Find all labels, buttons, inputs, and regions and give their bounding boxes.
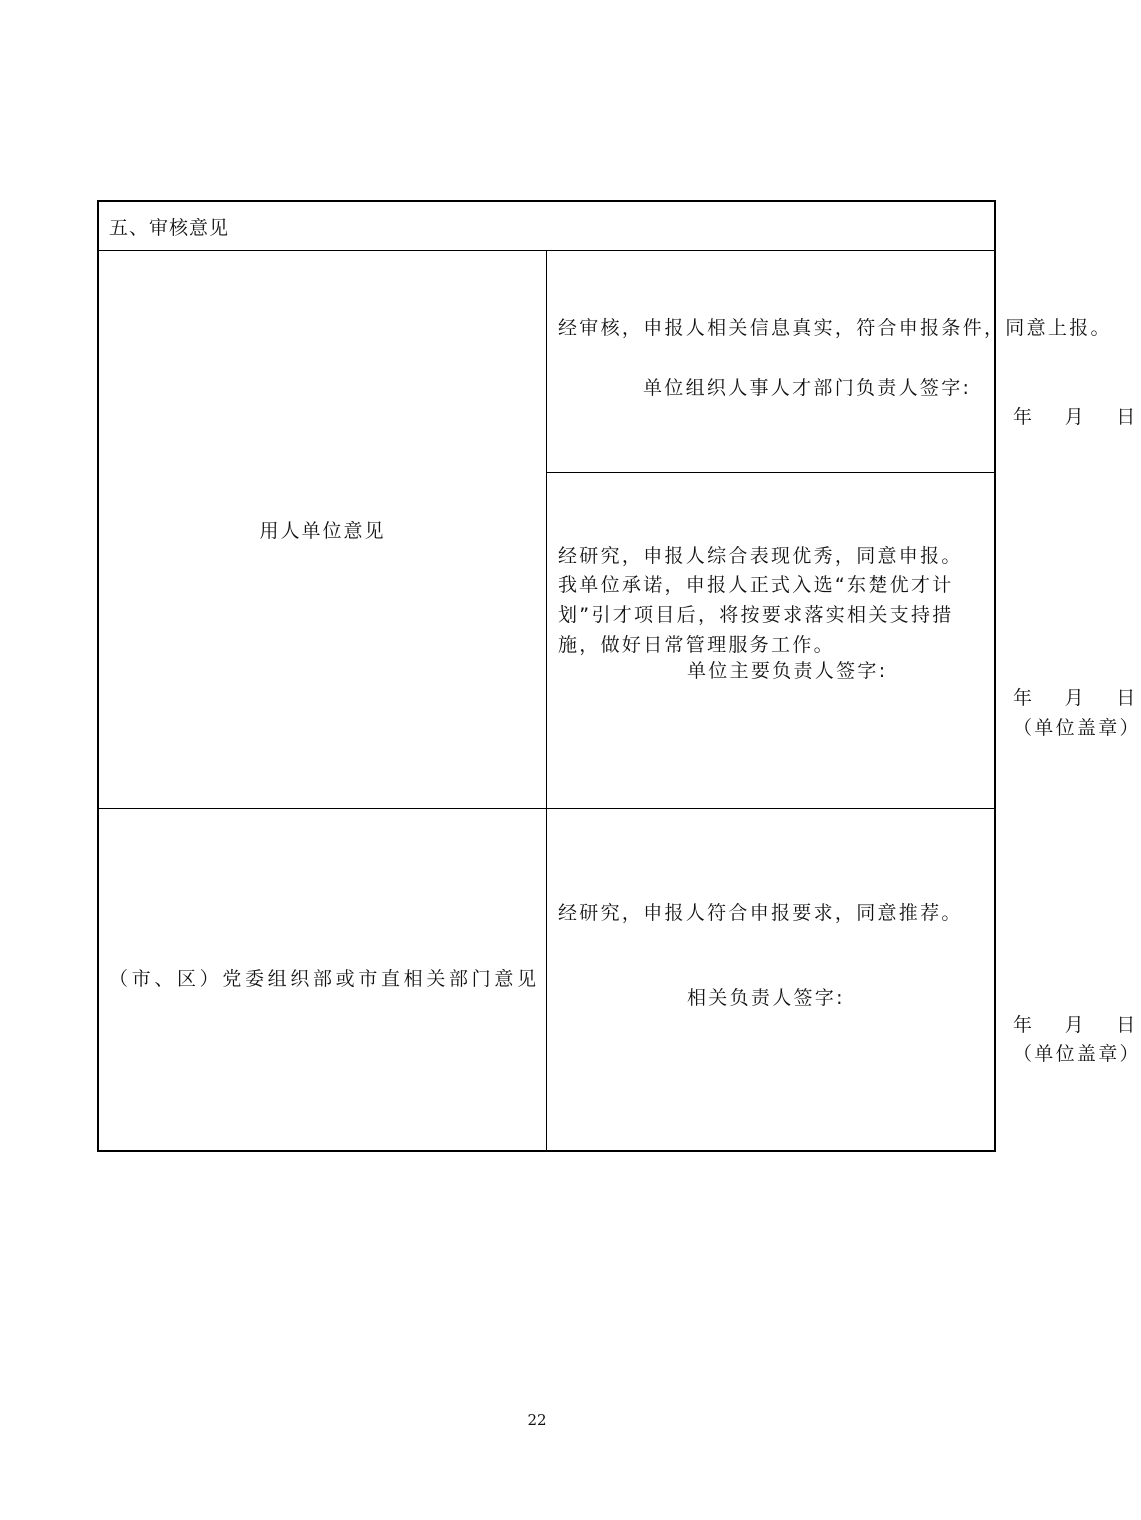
review-opinion-table bbox=[97, 200, 1141, 1152]
leader-signature-label: 单位主要负责人签字: bbox=[687, 660, 888, 682]
department-row bbox=[98, 809, 995, 1152]
employer-opinion-label: 用人单位意见 bbox=[98, 251, 547, 809]
leader-seal-note: （单位盖章） bbox=[1013, 717, 1141, 739]
department-seal-note: （单位盖章） bbox=[1013, 1043, 1141, 1065]
hr-statement: 经审核，申报人相关信息真实，符合申报条件，同意上报。 bbox=[558, 317, 1112, 339]
section-header-row bbox=[98, 201, 995, 251]
department-statement: 经研究，申报人符合申报要求，同意推荐。 bbox=[558, 902, 963, 924]
employer-hr-row bbox=[98, 251, 995, 473]
hr-signature-label: 单位组织人事人才部门负责人签字: bbox=[643, 377, 972, 399]
leader-statement-line1: 经研究，申报人综合表现优秀，同意申报。 bbox=[558, 545, 963, 567]
hr-opinion-cell bbox=[547, 251, 1138, 473]
leader-opinion-cell bbox=[547, 473, 1141, 809]
department-opinion-cell bbox=[547, 809, 1141, 1152]
leader-date-line: 年 月 日 bbox=[1013, 687, 1138, 709]
hr-date-line: 年 月 日 bbox=[1013, 406, 1138, 428]
department-signature-label: 相关负责人签字: bbox=[687, 987, 845, 1009]
page-number: 22 bbox=[527, 1411, 547, 1429]
leader-commitment-statement: 我单位承诺，申报人正式入选“东楚优才计划”引才项目后，将按要求落实相关支持措施，做好日常管理服务工作。 bbox=[558, 574, 954, 656]
department-opinion-label: （市、区）党委组织部或市直相关部门意见 bbox=[98, 809, 547, 1152]
section-title: 五、审核意见 bbox=[98, 201, 995, 251]
department-date-line: 年 月 日 bbox=[1013, 1014, 1138, 1036]
